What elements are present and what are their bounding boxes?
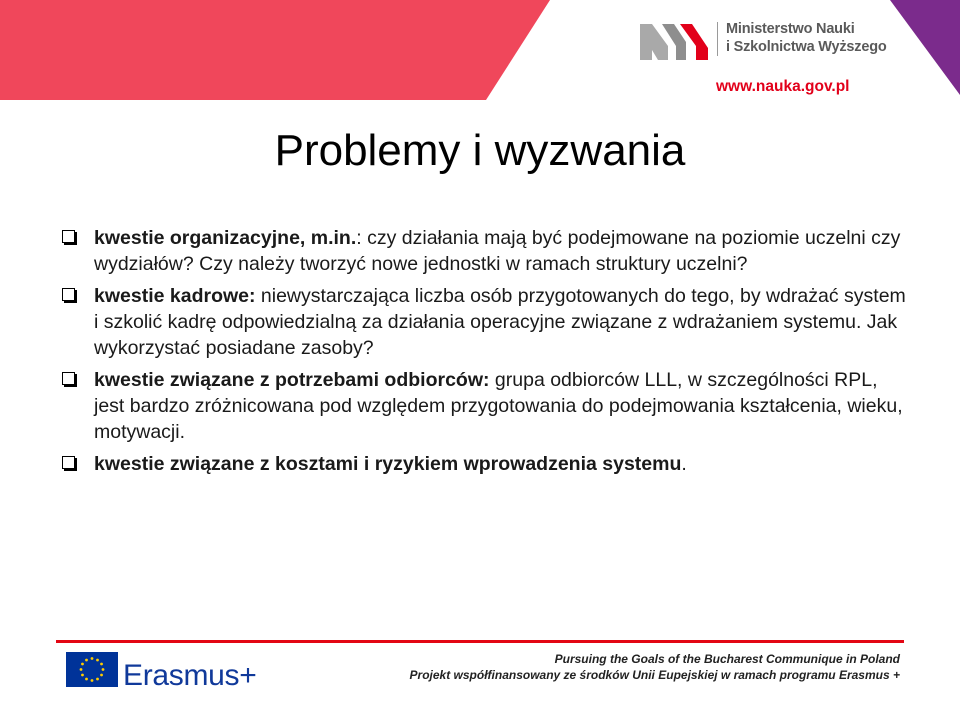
eu-star-icon — [91, 657, 94, 660]
checkbox-bullet-icon — [62, 372, 75, 385]
erasmus-plus-logo: Erasmus+ — [123, 659, 257, 692]
footer-line-1: Pursuing the Goals of the Bucharest Communique in Poland — [554, 652, 900, 666]
logo-separator — [717, 22, 718, 56]
checkbox-bullet-icon — [62, 288, 75, 301]
eu-flag-icon — [66, 652, 118, 687]
bullet-item — [62, 367, 912, 445]
project-footer-text — [410, 651, 900, 683]
bullet-text: grupa odbiorców LLL, w szczególności RPL, jest bardzo zróżnicowana pod względem przygotowania do podejmowania kształcenia, wieku, motywacji. — [94, 369, 903, 443]
eu-star-icon — [80, 668, 83, 671]
bullet-text: niewystarczająca liczba osób przygotowanych do tego, by wdrażać system i szkolić kadrę odpowiedzialną za działania operacyjne związane z wdrażaniem systemu. Jak wykorzystać posiadane zasoby? — [94, 285, 906, 359]
bullet-item — [62, 225, 912, 277]
ministry-name — [726, 20, 887, 56]
eu-star-icon — [100, 674, 103, 677]
ministry-name-line-2: i Szkolnictwa Wyższego — [726, 39, 887, 55]
eu-star-icon — [100, 663, 103, 666]
eu-star-icon — [96, 659, 99, 662]
checkbox-bullet-icon — [62, 230, 75, 243]
slide-title: Problemy i wyzwania — [274, 126, 686, 175]
ministry-name-line-1: Ministerstwo Nauki — [726, 21, 855, 37]
eu-star-icon — [91, 679, 94, 682]
bullet-heading: kwestie związane z kosztami i ryzykiem wprowadzenia systemu — [94, 453, 682, 475]
top-left-red-shape — [0, 0, 550, 100]
site-url-link[interactable]: www.nauka.gov.pl — [716, 78, 850, 95]
bullet-heading: kwestie związane z potrzebami odbiorców: — [94, 369, 490, 391]
bullet-list — [62, 225, 912, 483]
top-right-purple-shape — [890, 0, 960, 95]
eu-star-icon — [81, 663, 84, 666]
eu-star-icon — [85, 678, 88, 681]
bullet-item — [62, 283, 912, 361]
bullet-item — [62, 451, 912, 477]
eu-star-icon — [102, 668, 105, 671]
eu-star-icon — [85, 659, 88, 662]
bullet-text: : czy działania mają być podejmowane na poziomie uczelni czy wydziałów? Czy należy tworzyć nowe jednostki w ramach struktury uczelni? — [94, 227, 901, 275]
footer-divider — [56, 640, 904, 643]
checkbox-bullet-icon — [62, 456, 75, 469]
ministry-logo-mark-icon — [640, 20, 708, 60]
bullet-heading: kwestie organizacyjne, m.in. — [94, 227, 357, 249]
eu-star-icon — [96, 678, 99, 681]
bullet-text: . — [681, 453, 687, 475]
bullet-heading: kwestie kadrowe: — [94, 285, 256, 307]
footer-line-2: Projekt współfinansowany ze środków Unii Eupejskiej w ramach programu Erasmus + — [409, 668, 900, 682]
eu-star-icon — [81, 674, 84, 677]
